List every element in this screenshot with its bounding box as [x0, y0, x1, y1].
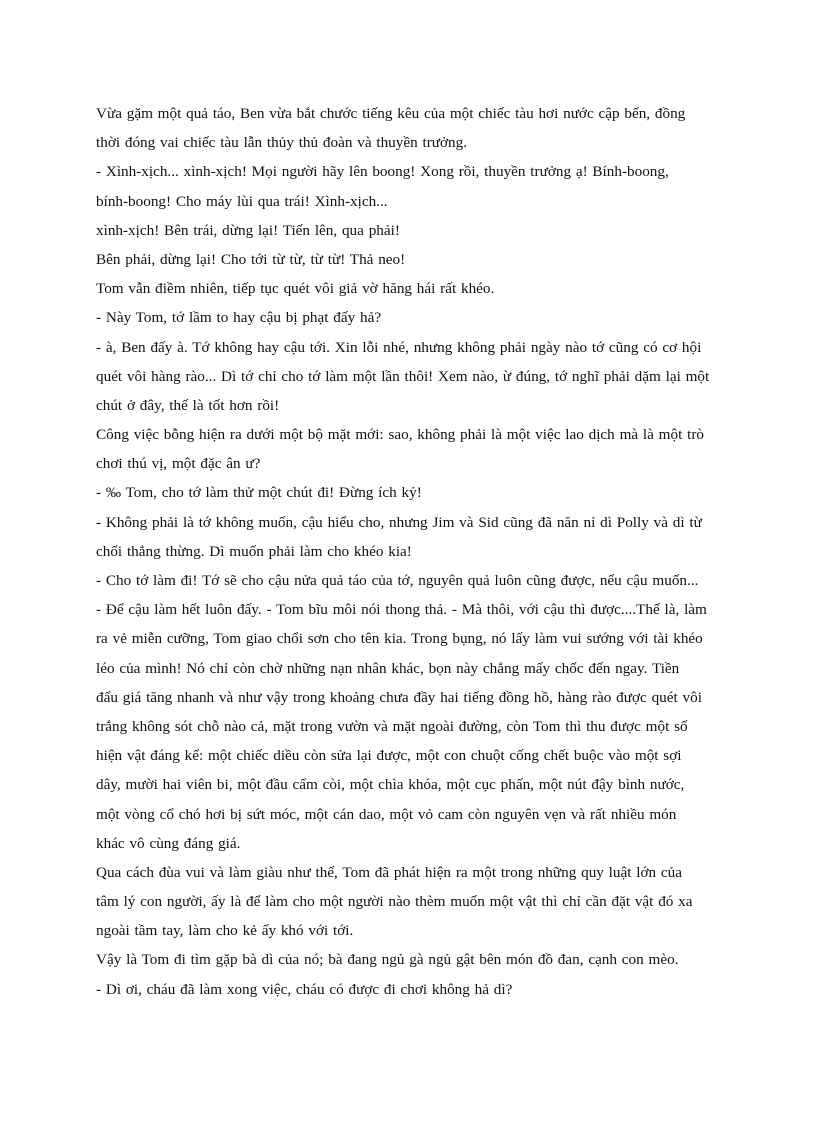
text-line-24: dây, mười hai viên bi, một đầu cấm còi, một chìa khóa, một cục phấn, một nút đậy bình nước,	[96, 776, 685, 794]
text-line-4: bính-boong! Cho máy lùi qua trái! Xình-xịch...	[96, 192, 388, 210]
text-line-21: đấu giá tăng nhanh và như vậy trong khoảng chưa đầy hai tiếng đồng hồ, hàng rào được quét vôi	[96, 688, 702, 706]
text-line-25: một vòng cổ chó hơi bị sứt móc, một cán dao, một vỏ cam còn nguyên vẹn và rất nhiều món	[96, 805, 677, 823]
text-line-20: léo của mình! Nó chỉ còn chờ những nạn nhân khác, bọn này chẳng mấy chốc đến ngay. Tiền	[96, 659, 680, 677]
text-line-11: chút ở đây, thế là tốt hơn rồi!	[96, 396, 280, 414]
text-line-22: trắng không sót chỗ nào cả, mặt trong vườn và mặt ngoài đường, còn Tom thì thu được một số	[96, 717, 688, 735]
text-line-30: Vậy là Tom đi tìm gặp bà dì của nó; bà đang ngủ gà ngủ gật bên món đồ đan, cạnh con mèo.	[96, 951, 679, 969]
text-line-23: hiện vật đáng kể: một chiếc diều còn sửa lại được, một con chuột cống chết buộc vào một sợi	[96, 747, 682, 765]
text-line-2: thời đóng vai chiếc tàu lẫn thủy thủ đoàn và thuyền trưởng.	[96, 134, 468, 152]
text-line-28: tâm lý con người, ấy là để làm cho một người nào thèm muốn một vật thì chỉ cần đặt vật đó xa	[96, 893, 693, 911]
text-line-7: Tom vẫn điềm nhiên, tiếp tục quét vôi giả vờ hăng hái rất khéo.	[96, 280, 495, 298]
text-line-10: quét vôi hàng rào... Dì tớ chỉ cho tớ làm một lần thôi! Xem nào, ừ đúng, tớ nghĩ phải dặm lại một	[96, 367, 710, 385]
text-line-3: - Xình-xịch... xình-xịch! Mọi người hãy lên boong! Xong rồi, thuyền trưởng ạ! Bính-boong,	[96, 163, 669, 181]
text-line-16: chối thẳng thừng. Dì muốn phải làm cho khéo kia!	[96, 542, 412, 560]
text-line-15: - Không phải là tớ không muốn, cậu hiểu cho, nhưng Jim và Sid cũng đã năn nỉ dì Polly và dì từ	[96, 513, 702, 531]
text-line-27: Qua cách đùa vui và làm giàu như thế, Tom đã phát hiện ra một trong những quy luật lớn của	[96, 863, 682, 881]
text-line-8: - Này Tom, tớ lầm to hay cậu bị phạt đấy hả?	[96, 309, 382, 327]
text-line-9: - à, Ben đấy à. Tớ không hay cậu tới. Xin lỗi nhé, nhưng không phải ngày nào tớ cũng có cơ hội	[96, 338, 702, 356]
text-line-19: ra vẻ miễn cưỡng, Tom giao chổi sơn cho tên kia. Trong bụng, nó lấy làm vui sướng với tài khéo	[96, 630, 703, 648]
text-line-13: chơi thú vị, một đặc ân ư?	[96, 455, 261, 473]
text-line-29: ngoài tầm tay, làm cho kẻ ấy khó với tới.	[96, 922, 354, 940]
text-line-14: - ‰ Tom, cho tớ làm thử một chút đi! Đừng ích kỷ!	[96, 484, 422, 502]
text-line-18: - Để cậu làm hết luôn đấy. - Tom bĩu môi nói thong thả. - Mà thôi, với cậu thì được....Thế là, làm	[96, 601, 707, 619]
text-line-17: - Cho tớ làm đi! Tớ sẽ cho cậu nửa quả táo của tớ, nguyên quả luôn cũng được, nếu cậu muốn...	[96, 572, 699, 589]
text-line-1: Vừa gặm một quả táo, Ben vừa bắt chước tiếng kêu của một chiếc tàu hơi nước cập bến, đồng	[96, 105, 686, 122]
text-line-12: Công việc bỗng hiện ra dưới một bộ mặt mới: sao, không phải là một việc lao dịch mà là một trò	[96, 426, 704, 444]
text-line-26: khác vô cùng đáng giá.	[96, 834, 241, 852]
text-line-6: Bên phải, dừng lại! Cho tới từ từ, từ từ! Thả neo!	[96, 250, 406, 268]
story-text	[96, 99, 736, 1004]
text-line-5: xình-xịch! Bên trái, dừng lại! Tiến lên, qua phải!	[96, 221, 400, 239]
text-line-31: - Dì ơi, cháu đã làm xong việc, cháu có được đi chơi không hả dì?	[96, 980, 513, 998]
